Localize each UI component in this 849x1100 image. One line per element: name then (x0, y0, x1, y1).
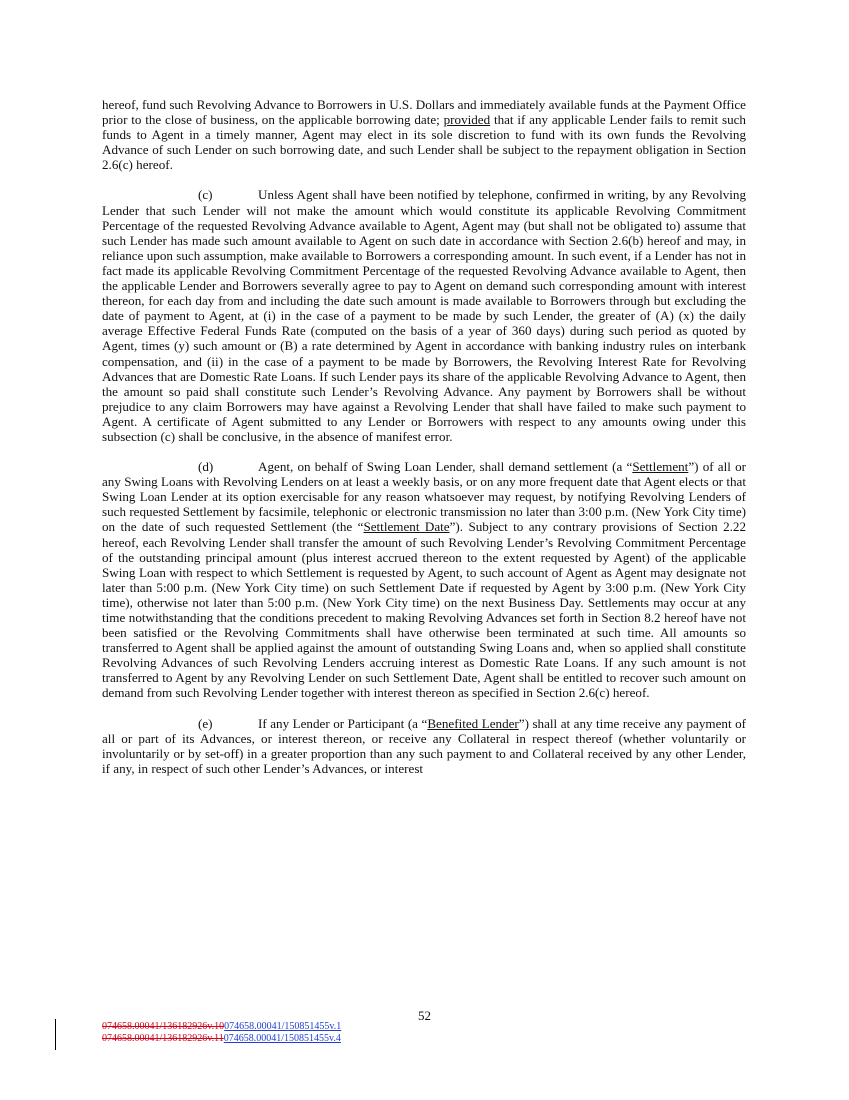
paragraph-label: (d) (198, 459, 214, 475)
defined-term: Benefited Lender (427, 715, 519, 731)
defined-term: Settlement (632, 459, 689, 475)
text-run: ”) shall at any time receive any payment of all or part of its Advances, or interest thereon, or receive any Collateral in respect thereof (whether voluntarily or involuntarily or by set-off) in a greater proportion than any such payment to and Collateral received by any other Lender, if any, in respect of such other Lender’s Advances, or interest (102, 715, 746, 776)
inserted-doc-id: 074658.00041/150851455v.4 (223, 1033, 341, 1044)
text-run: that if any applicable Lender fails to remit such funds to Agent in a timely manner, Agent may elect in its sole discretion to fund with its own funds the Revolving Advance of such Lender on such borrowing date, and such Lender shall be subject to the repayment obligation in Section 2.6(c) hereof. (102, 112, 746, 173)
paragraph-continuation (102, 97, 746, 172)
text-run: ”) of all or any Swing Loans with Revolving Lenders on at least a weekly basis, or on any more frequent date that Agent elects or that Swing Loan Lender at its option exercisable for any reason whatsoever may request, by notifying Revolving Lenders of such requested Settlement by facsimile, telephonic or electronic transmission no later than 3:00 p.m. (New York City time) on the date of such requested Settlement (the “ (102, 459, 746, 535)
paragraph-label: (e) (198, 715, 213, 731)
paragraph-e (102, 716, 746, 776)
defined-term: Settlement Date (363, 519, 450, 535)
text-run: If any Lender or Participant (a “ (258, 715, 428, 731)
text-run: Unless Agent shall have been notified by telephone, confirmed in writing, by any Revolving Lender that such Lender will not make the amount which would constitute its applicable Revolving Commitment Percentage of the requested Revolving Advance available to Agent, Agent may (but shall not be obligated to) assume that such Lender has made such amount available to Agent on such date in accordance with Section 2.6(b) hereof and may, in reliance upon such assumption, make available to Borrowers a corresponding amount. In such event, if a Lender has not in fact made its applicable Revolving Commitment Percentage of the requested Revolving Advance available to Agent, then the applicable Lender and Borrowers severally agree to pay to Agent on demand such corresponding amount with interest thereon, for each day from and including the date such amount is made available to Borrowers through but excluding the date of payment to Agent, at (i) in the case of a payment to be made by such Lender, the greater of (A) (x) the daily average Effective Federal Funds Rate (computed on the basis of a year of 360 days) during such period as quoted by Agent, times (y) such amount or (B) a rate determined by Agent in accordance with banking industry rules on interbank compensation, and (ii) in the case of a payment to be made by Borrowers, the Revolving Interest Rate for Revolving Advances that are Domestic Rate Loans. If such Lender pays its share of the applicable Revolving Advance to Agent, then the amount so paid shall constitute such Lender’s Revolving Advance. Any payment by Borrowers shall be without prejudice to any claim Borrowers may have against a Revolving Lender that shall have failed to make such payment to Agent. A certificate of Agent submitted to any Lender or Borrowers with respect to any amounts owing under this subsection (c) shall be conclusive, in the absence of manifest error. (102, 187, 746, 444)
text-run: hereof, fund such Revolving Advance to Borrowers in U.S. Dollars and immediately available funds at the Payment Office prior to the close of business, on the applicable borrowing date; (102, 97, 746, 128)
document-id-line (102, 1033, 341, 1045)
paragraph-label: (c) (198, 187, 213, 203)
deleted-doc-id: 074658.00041/136182926v.10 (102, 1021, 225, 1032)
defined-term: provided (443, 112, 491, 128)
text-run: ”). Subject to any contrary provisions of Section 2.22 hereof, each Revolving Lender shall transfer the amount of such Revolving Lender’s Revolving Commitment Percentage of the outstanding principal amount (plus interest accrued thereon to the extent requested by Agent) of the applicable Swing Loan with respect to which Settlement is requested by Agent, to such account of Agent as Agent may designate not later than 5:00 p.m. (New York City time) on such Settlement Date if requested by Agent by 3:00 p.m. (New York City time), otherwise not later than 5:00 p.m. (New York City time) on the next Business Day. Settlements may occur at any time notwithstanding that the conditions precedent to making Revolving Advances set forth in Section 8.2 hereof have not been satisfied or the Revolving Commitments shall have otherwise been terminated at such time. All amounts so transferred to Agent shall be applied against the amount of outstanding Swing Loans and, when so applied shall constitute Revolving Advances of such Revolving Lenders accruing interest as Domestic Rate Loans. If any such amount is not transferred to Agent by any Revolving Lender on such Settlement Date, Agent shall be entitled to recover such amount on demand from such Revolving Lender together with interest thereon as specified in Section 2.6(c) hereof. (102, 519, 746, 701)
paragraph-c (102, 187, 746, 444)
document-id-footer (102, 1021, 341, 1045)
inserted-doc-id: 074658.00041/150851455v.1 (224, 1021, 342, 1032)
change-bar (55, 1019, 56, 1050)
document-body (102, 97, 746, 791)
document-id-line (102, 1021, 341, 1033)
text-run: Agent, on behalf of Swing Loan Lender, shall demand settlement (a “ (258, 459, 633, 475)
deleted-doc-id: 074658.00041/136182926v.11 (102, 1033, 224, 1044)
paragraph-d (102, 459, 746, 701)
page-number: 52 (418, 1008, 431, 1023)
